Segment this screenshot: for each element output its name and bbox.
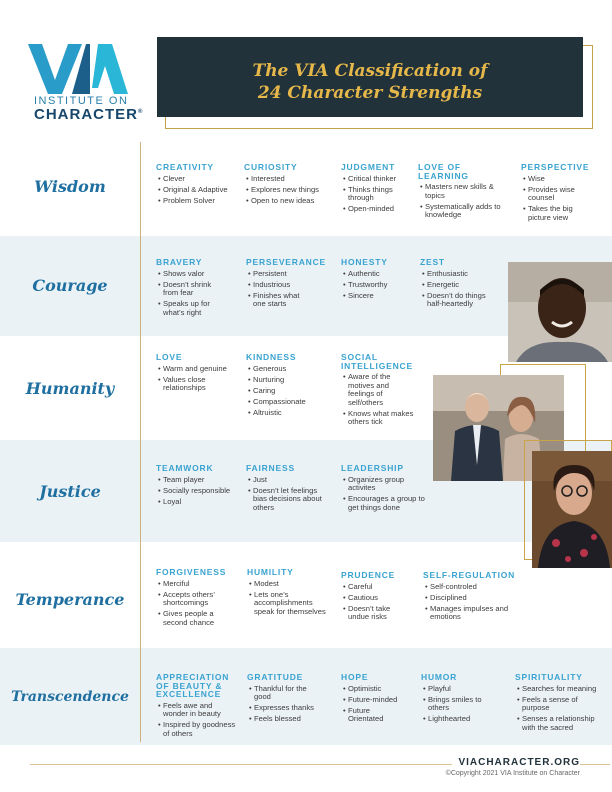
trait: • Future-minded	[341, 696, 411, 705]
strength-love-of-learning: LOVE OF LEARNING • Masters new skills & topics • Systematically adds to knowledge	[418, 163, 504, 222]
strength-bravery: BRAVERY • Shows valor • Doesn’t shrink from fear • Speaks up for what’s right	[156, 258, 226, 320]
trait: • Feels awe and wonder in beauty	[156, 702, 226, 719]
trait: • Searches for meaning	[515, 685, 607, 694]
trait: • Caring	[246, 387, 322, 396]
virtue-courage: Courage	[32, 276, 108, 295]
title-line-2: 24 Character Strengths	[257, 83, 483, 103]
trait: • Thankful for the good	[247, 685, 317, 702]
strength-leadership: LEADERSHIP • Organizes group activites • Encourages a group to get things done	[341, 464, 425, 515]
trait: • Manages impulses and emotions	[423, 605, 519, 622]
trait: • Compassionate	[246, 398, 322, 407]
trait: • Persistent	[246, 270, 324, 279]
trait: • Optimistic	[341, 685, 411, 694]
virtue-transcendence: Transcendence	[11, 689, 129, 705]
trait: • Modest	[247, 580, 333, 589]
trait: • Organizes group activites	[341, 476, 409, 493]
trait: • Enthusiastic	[420, 270, 500, 279]
trait: • Loyal	[156, 498, 242, 507]
trait: • Brings smiles to others	[421, 696, 501, 713]
trait: • Future Orientated	[341, 707, 389, 724]
trait: • Thinks things through	[341, 186, 407, 203]
column-divider	[140, 142, 141, 742]
trait: • Authentic	[341, 270, 411, 279]
strength-social-intelligence: SOCIAL INTELLIGENCE • Aware of the motives and feelings of self/others • Knows what makes others tick	[341, 353, 423, 429]
logo-character: CHARACTER®	[34, 106, 144, 123]
trait: • Feels blessed	[247, 715, 327, 724]
strength-judgment: JUDGMENT • Critical thinker • Thinks things through • Open-minded	[341, 163, 407, 216]
strength-humility: HUMILITY • Modest • Lets one’s accomplishments speak for themselves	[247, 568, 333, 619]
strength-spirituality: SPIRITUALITY • Searches for meaning • Feels a sense of purpose • Senses a relationship with the sacred	[515, 673, 607, 735]
strength-curiosity: CURIOSITY • Interested • Explores new things • Open to new ideas	[244, 163, 334, 208]
footer-copyright: ©Copyright 2021 VIA Institute on Character	[445, 770, 580, 777]
trait: • Accepts others’ shortcomings	[156, 591, 226, 608]
trait: • Lighthearted	[421, 715, 501, 724]
trait: • Encourages a group to get things done	[341, 495, 425, 512]
trait: • Explores new things	[244, 186, 334, 195]
strength-teamwork: TEAMWORK • Team player • Socially responsible • Loyal	[156, 464, 242, 509]
trait: • Systematically adds to knowledge	[418, 203, 504, 220]
trait: • Altruistic	[246, 409, 322, 418]
strength-humor: HUMOR • Playful • Brings smiles to others • Lighthearted	[421, 673, 501, 726]
strength-forgiveness: FORGIVENESS • Merciful • Accepts others’ shortcomings • Gives people a second chance	[156, 568, 236, 630]
trait: • Team player	[156, 476, 242, 485]
strength-love: LOVE • Warm and genuine • Values close relationships	[156, 353, 236, 395]
virtue-wisdom: Wisdom	[34, 177, 106, 196]
virtue-humanity: Humanity	[25, 379, 115, 398]
photo-woman-glasses	[532, 451, 612, 568]
trait: • Doesn’t take undue risks	[341, 605, 397, 622]
footer-website-link[interactable]: VIACHARACTER.ORG	[452, 757, 580, 768]
trait: • Original & Adaptive	[156, 186, 240, 195]
strength-fairness: FAIRNESS • Just • Doesn’t let feelings bias decisions about others	[246, 464, 330, 515]
trait: • Socially responsible	[156, 487, 242, 496]
trait: • Energetic	[420, 281, 500, 290]
strength-honesty: HONESTY • Authentic • Trustworthy • Sincere	[341, 258, 411, 303]
trait: • Merciful	[156, 580, 236, 589]
trait: • Generous	[246, 365, 322, 374]
trait: • Wise	[521, 175, 601, 184]
virtue-temperance: Temperance	[15, 590, 125, 609]
trait: • Warm and genuine	[156, 365, 236, 374]
strength-zest: ZEST • Enthusiastic • Energetic • Doesn’t do things half-heartedly	[420, 258, 500, 311]
trait: • Industrious	[246, 281, 324, 290]
trait: • Shows valor	[156, 270, 226, 279]
photo-smiling-man	[508, 262, 612, 362]
strength-creativity: CREATIVITY • Clever • Original & Adaptive • Problem Solver	[156, 163, 240, 208]
trait: • Nurturing	[246, 376, 322, 385]
trait: • Aware of the motives and feelings of self/others	[341, 373, 399, 407]
strength-perspective: PERSPECTIVE • Wise • Provides wise counsel • Takes the big picture view	[521, 163, 601, 225]
strength-gratitude: GRATITUDE • Thankful for the good • Expresses thanks • Feels blessed	[247, 673, 327, 726]
trait: • Lets one’s accomplishments speak for themselves	[247, 591, 333, 617]
trait: • Open to new ideas	[244, 197, 334, 206]
trait: • Doesn’t let feelings bias decisions about others	[246, 487, 330, 513]
virtue-justice: Justice	[39, 482, 101, 501]
trait: • Knows what makes others tick	[341, 410, 423, 427]
strength-appreciation-of-beauty: APPRECIATION OF BEAUTY & EXCELLENCE • Feels awe and wonder in beauty • Inspired by goodness of others	[156, 673, 240, 741]
strength-prudence: PRUDENCE • Careful • Cautious • Doesn’t take undue risks	[341, 571, 411, 624]
via-logo-mark	[28, 44, 128, 94]
trait: • Finishes what one starts	[246, 292, 312, 309]
trait: • Doesn’t shrink from fear	[156, 281, 226, 298]
trait: • Senses a relationship with the sacred	[515, 715, 607, 732]
trait: • Takes the big picture view	[521, 205, 583, 222]
trait: • Speaks up for what’s right	[156, 300, 226, 317]
strength-self-regulation: SELF-REGULATION • Self-controled • Disciplined • Manages impulses and emotions	[423, 571, 519, 624]
trait: • Critical thinker	[341, 175, 407, 184]
logo-institute-on: INSTITUTE ON	[34, 95, 129, 107]
trait: • Expresses thanks	[247, 704, 327, 713]
strength-hope: HOPE • Optimistic • Future-minded • Future Orientated	[341, 673, 411, 726]
trait: • Trustworthy	[341, 281, 411, 290]
trait: • Cautious	[341, 594, 411, 603]
trait: • Sincere	[341, 292, 411, 301]
trait: • Disciplined	[423, 594, 519, 603]
trait: • Feels a sense of purpose	[515, 696, 607, 713]
trait: • Gives people a second chance	[156, 610, 222, 627]
trait: • Values close relationships	[156, 376, 220, 393]
trait: • Open-minded	[341, 205, 407, 214]
trait: • Provides wise counsel	[521, 186, 583, 203]
trait: • Self-controled	[423, 583, 519, 592]
trait: • Masters new skills & topics	[418, 183, 504, 200]
strength-perseverance: PERSEVERANCE • Persistent • Industrious • Finishes what one starts	[246, 258, 324, 311]
trait: • Playful	[421, 685, 501, 694]
trait: • Problem Solver	[156, 197, 240, 206]
trait: • Inspired by goodness of others	[156, 721, 240, 738]
page-title	[157, 60, 583, 104]
trait: • Careful	[341, 583, 411, 592]
title-line-1: The VIA Classification of	[252, 61, 488, 81]
trait: • Just	[246, 476, 330, 485]
trait: • Clever	[156, 175, 240, 184]
via-logo	[28, 44, 148, 124]
strength-kindness: KINDNESS • Generous • Nurturing • Caring • Compassionate • Altruistic	[246, 353, 322, 420]
trait: • Doesn’t do things half-heartedly	[420, 292, 500, 309]
trait: • Interested	[244, 175, 334, 184]
